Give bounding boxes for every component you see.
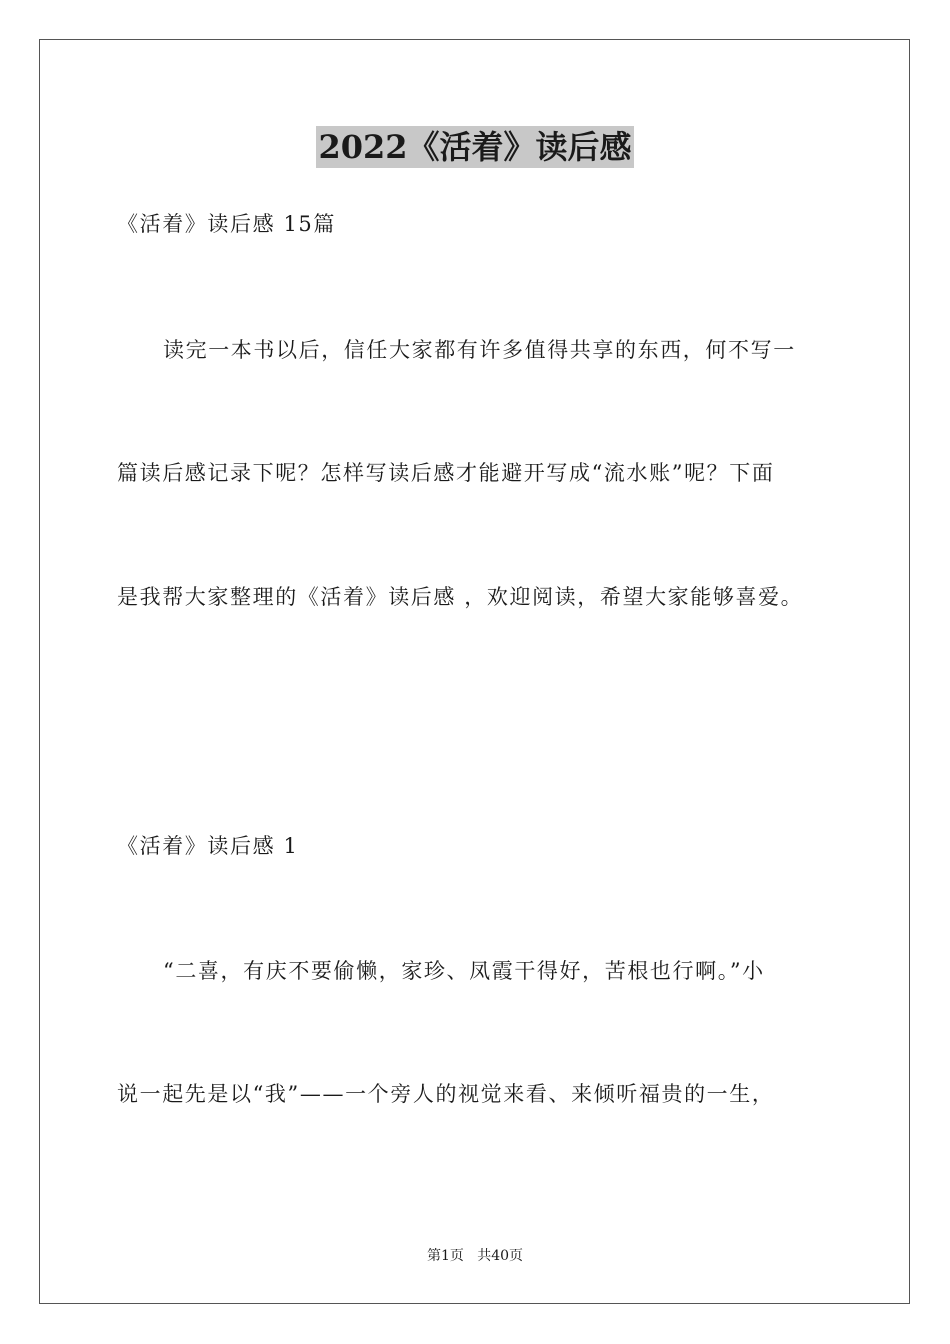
section-heading: 《活着》读后感 1 [117,834,299,858]
title-container [0,126,950,168]
document-subtitle: 《活着》读后感 15篇 [117,212,336,236]
intro-line-1: 读完一本书以后，信任大家都有许多值得共享的东西，何不写一 [163,338,796,362]
intro-line-3: 是我帮大家整理的《活着》读后感 ，欢迎阅读，希望大家能够喜爱。 [117,585,804,609]
document-title: 2022《活着》读后感 [318,128,632,166]
intro-line-2: 篇读后感记录下呢？怎样写读后感才能避开写成“流水账”呢？下面 [117,461,775,485]
section-line-1: “二喜，有庆不要偷懒，家珍、凤霞干得好，苦根也行啊。”小 [163,959,765,983]
section-line-2: 说一起先是以“我”——一个旁人的视觉来看、来倾听福贵的一生， [117,1082,775,1106]
page-footer: 第1页 共40页 [426,1248,524,1264]
